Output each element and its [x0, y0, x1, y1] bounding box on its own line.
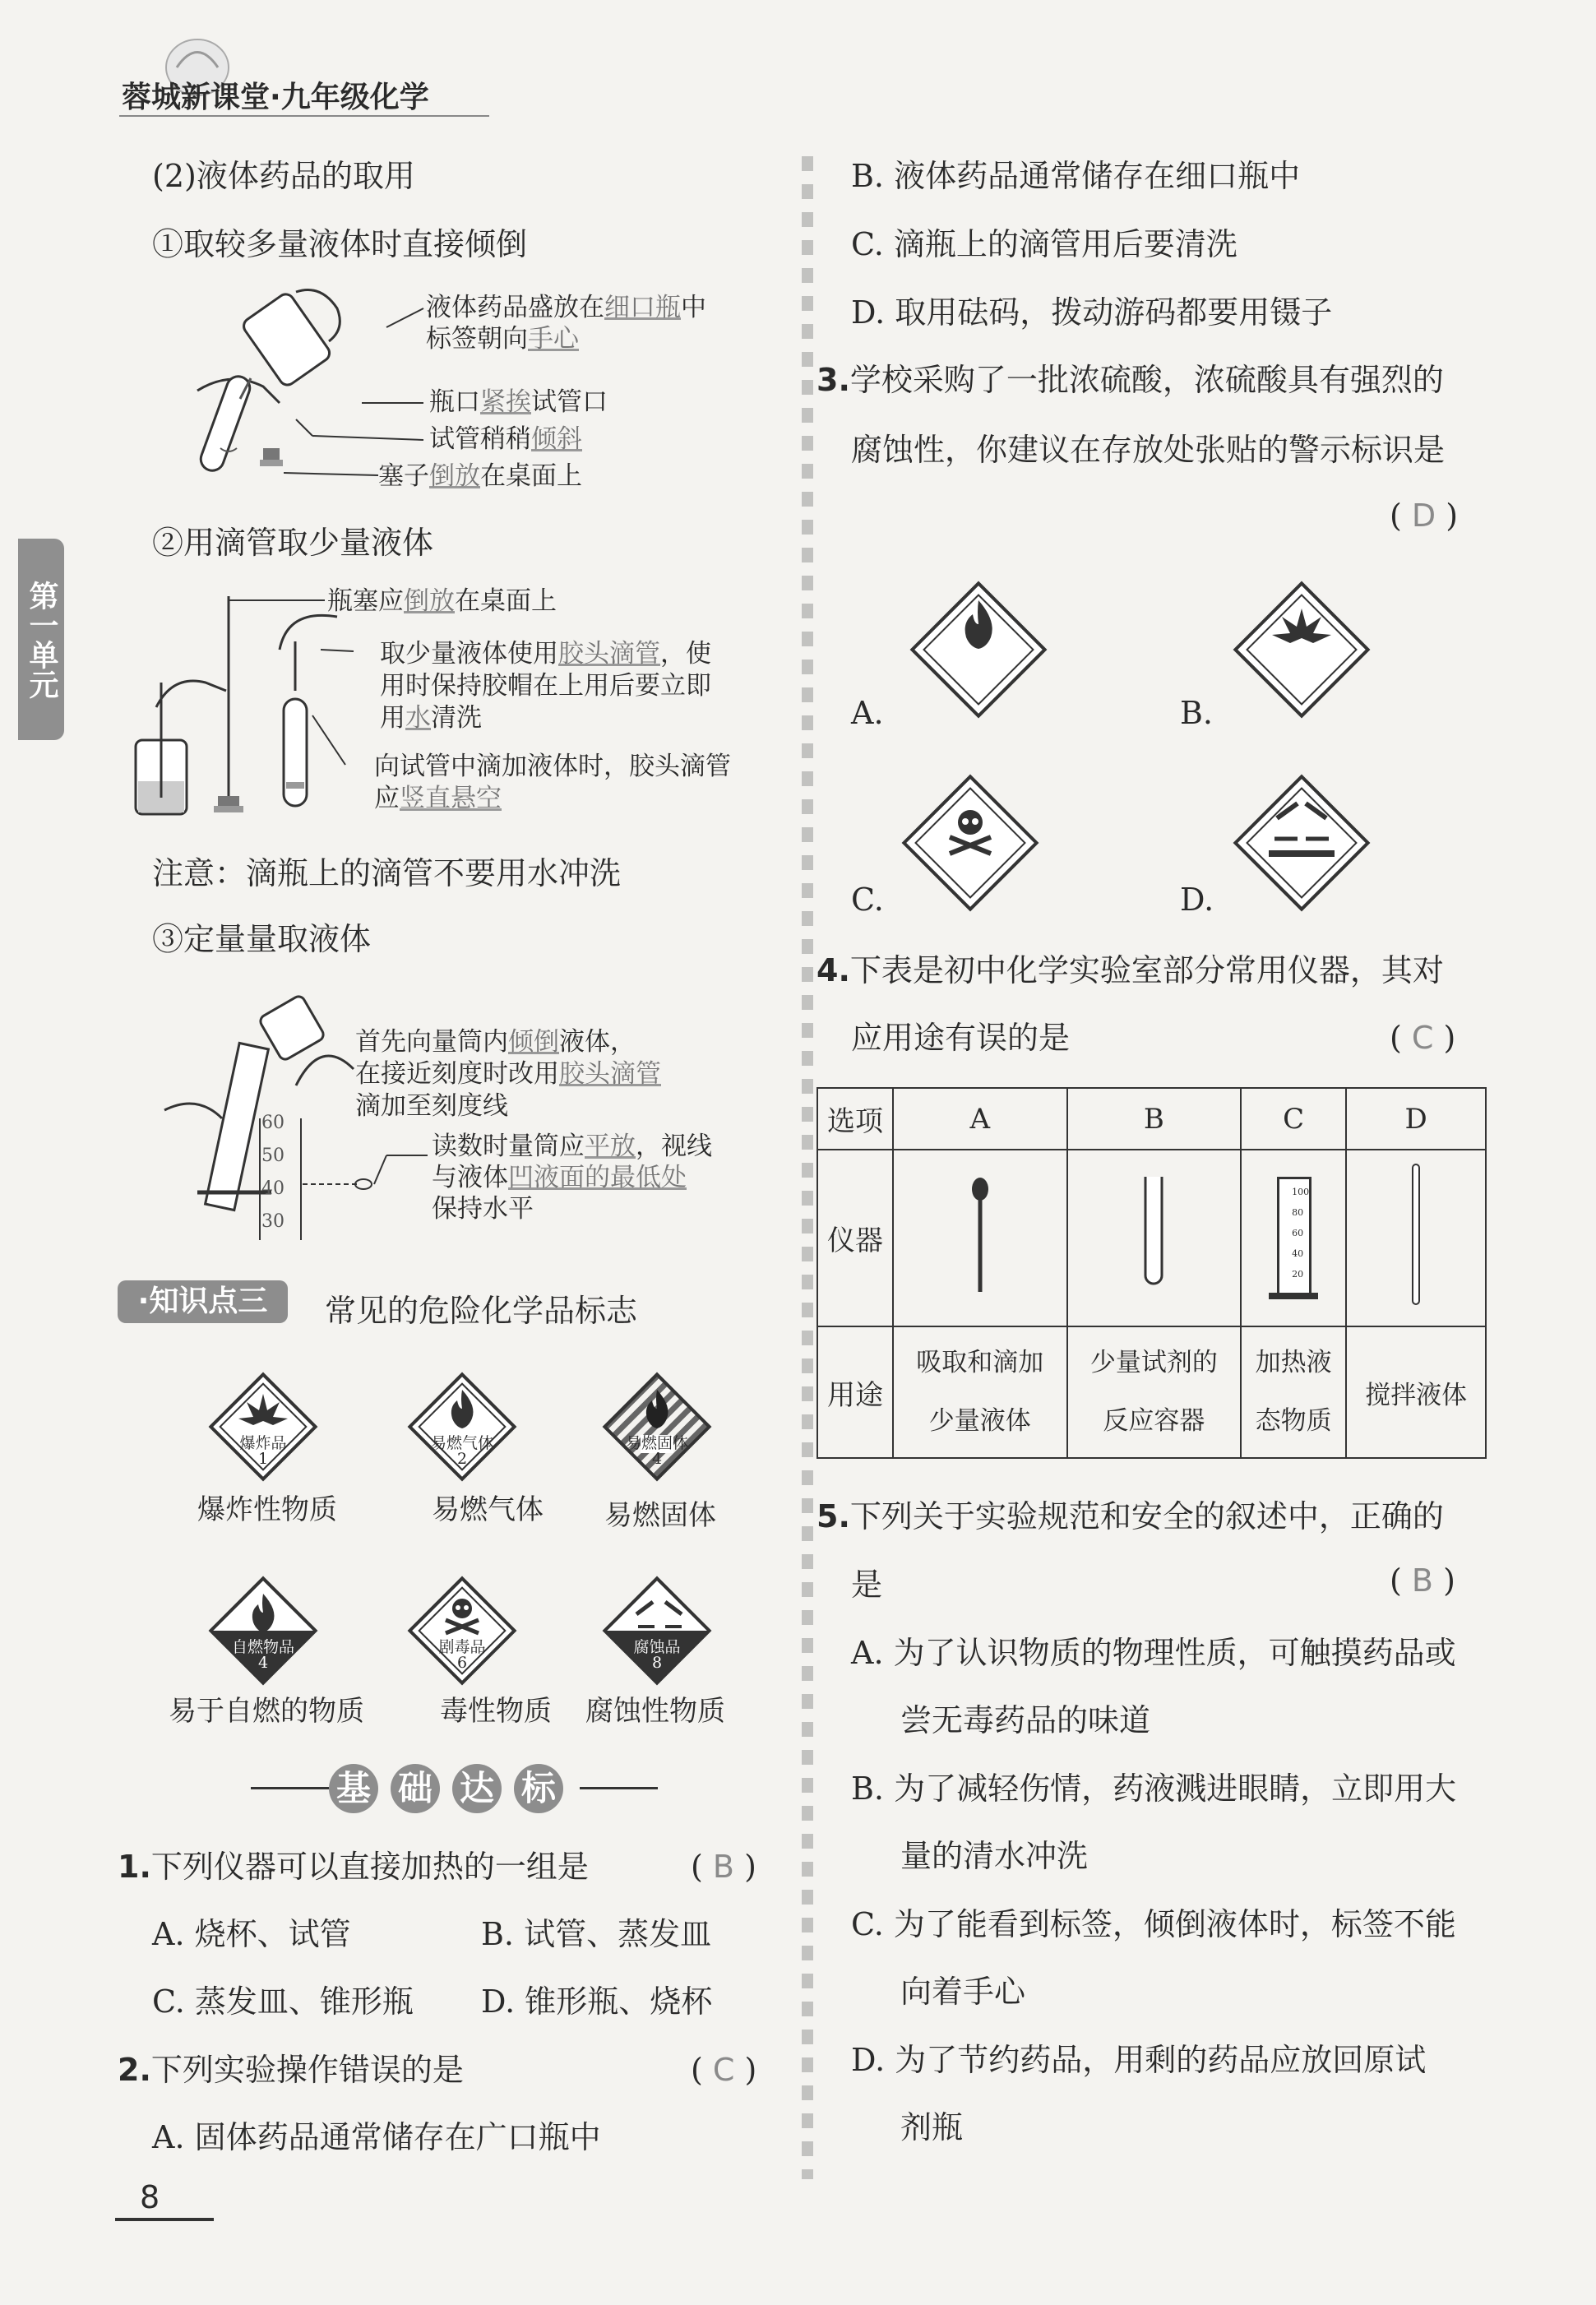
pour-note-4: 试管稍稍倾斜	[429, 424, 582, 454]
hazard-label-flammable-solid: 易燃固体	[604, 1499, 716, 1532]
dropper-note-1: 瓶塞应倒放在桌面上	[327, 586, 557, 616]
question-5-option-b-line2: 量的清水冲洗	[900, 1838, 1089, 1874]
question-5-option-d-line2: 剂瓶	[900, 2109, 964, 2145]
dropper-note-2: 取少量液体使用胶头滴管，使	[380, 639, 711, 669]
graduated-cylinder-icon: 100 80 60 40 20	[1269, 1173, 1318, 1304]
table-header-cell: A	[893, 1088, 1067, 1150]
table-row-instruments	[817, 1150, 1486, 1326]
page-number: 8	[140, 2179, 160, 2215]
table-header-cell: B	[1067, 1088, 1242, 1150]
measure-note-2: 在接近刻度时改用胶头滴管	[355, 1059, 661, 1089]
table-cell-graduated-cylinder	[1241, 1150, 1346, 1326]
table-row-uses	[817, 1326, 1486, 1458]
question-1-option-d: D. 锥形瓶、烧杯	[481, 1983, 713, 2020]
table-cell-test-tube	[1067, 1150, 1242, 1326]
pour-note-1: 液体药品盛放在细口瓶中	[426, 293, 706, 322]
section-title-liquid: (2)液体药品的取用	[152, 158, 415, 194]
table-header-row	[817, 1088, 1486, 1150]
question-2-option-a: A. 固体药品通常储存在广口瓶中	[152, 2119, 601, 2155]
header-rule	[119, 115, 489, 117]
table-cell-use-a: 吸取和滴加 少量液体	[893, 1326, 1067, 1458]
question-3-option-c-skull-icon	[892, 765, 1048, 921]
table-cell-use-d: 搅拌液体	[1346, 1326, 1486, 1458]
measure-note-4: 读数时量筒应平放，视线	[432, 1132, 712, 1161]
subsection-title-measure: ③定量量取液体	[152, 921, 372, 957]
question-1-stem: 1.下列仪器可以直接加热的一组是	[118, 1849, 589, 1885]
knowledge-point-title: 常见的危险化学品标志	[325, 1293, 638, 1329]
glass-rod-icon	[1408, 1160, 1424, 1308]
question-3-option-a-flame-icon	[900, 572, 1057, 728]
question-2-answer: ( C )	[691, 2052, 757, 2088]
explosive-icon	[201, 1365, 325, 1488]
hazard-label-spontaneous: 易于自燃的物质	[169, 1695, 364, 1728]
question-2-option-c: C. 滴瓶上的滴管用后要清洗	[851, 226, 1237, 262]
pour-note-5: 塞子倒放在桌面上	[378, 461, 582, 491]
flame-stripes-icon	[595, 1365, 719, 1488]
eye-sightline	[0, 0, 1, 1]
pour-note-3: 瓶口紧挨试管口	[429, 387, 608, 417]
question-4-stem-line2: 应用途有误的是	[851, 1020, 1071, 1056]
skull-icon	[400, 1569, 524, 1692]
dropper-note-6: 应竖直悬空	[374, 784, 502, 813]
measure-note-1: 首先向量筒内倾倒液体，	[355, 1027, 636, 1057]
table-cell-use-b: 少量试剂的 反应容器	[1067, 1326, 1242, 1458]
question-3-option-b-explosive-icon	[1224, 572, 1380, 728]
dropper-note-3: 用时保持胶帽在上用后要立即	[380, 671, 711, 701]
question-2-stem: 2.下列实验操作错误的是	[118, 2052, 464, 2088]
pouring-illustration	[181, 284, 428, 489]
hazard-label-corrosive: 腐蚀性物质	[585, 1695, 725, 1728]
question-1-answer: ( B )	[691, 1849, 756, 1885]
question-1-option-c: C. 蒸发皿、锥形瓶	[152, 1983, 414, 2020]
side-tab: 第一单元	[18, 539, 64, 740]
question-5-option-a-line2: 尝无毒药品的味道	[900, 1702, 1151, 1738]
instrument-table	[817, 1087, 1487, 1459]
question-1-option-a: A. 烧杯、试管	[152, 1916, 351, 1952]
question-3-option-c-label: C.	[851, 882, 884, 918]
table-row-label: 用途	[817, 1326, 893, 1458]
corrosive-icon	[595, 1569, 719, 1692]
question-4-stem-line1: 4.下表是初中化学实验室部分常用仪器，其对	[817, 952, 1444, 988]
dropper-illustration	[132, 592, 370, 831]
hazard-label-explosive: 爆炸性物质	[197, 1493, 337, 1526]
measure-note-5: 与液体凹液面的最低处	[432, 1163, 687, 1192]
measure-note-3: 滴加至刻度线	[355, 1091, 508, 1121]
hazard-label-flammable-gas: 易燃气体	[432, 1493, 544, 1526]
table-header-cell: D	[1346, 1088, 1486, 1150]
pour-note-2: 标签朝向手心	[426, 324, 579, 354]
question-2-option-b: B. 液体药品通常储存在细口瓶中	[851, 158, 1301, 194]
dropper-note-5: 向试管中滴加液体时，胶头滴管	[374, 752, 731, 781]
dropper-note-4: 用水清洗	[380, 703, 482, 733]
hazard-label-toxic: 毒性物质	[440, 1695, 552, 1728]
question-3-stem-line1: 3.学校采购了一批浓硫酸，浓硫酸具有强烈的	[817, 362, 1444, 398]
spontaneous-flame-icon	[201, 1569, 325, 1692]
subsection-title-pour: ①取较多量液体时直接倾倒	[152, 226, 528, 262]
table-row-label: 仪器	[817, 1150, 893, 1326]
question-2-option-d: D. 取用砝码，拨动游码都要用镊子	[851, 294, 1333, 331]
header-brand: 蓉城新课堂·九年级化学	[122, 81, 429, 114]
question-5-stem-line2: 是	[851, 1567, 883, 1603]
question-5-answer: ( B )	[1390, 1562, 1455, 1599]
table-cell-dropper	[893, 1150, 1067, 1326]
question-5-option-c-line1: C. 为了能看到标签，倾倒液体时，标签不能	[851, 1906, 1456, 1942]
dropper-icon	[964, 1173, 997, 1296]
question-4-answer: ( C )	[1390, 1020, 1456, 1056]
table-header-cell: 选项	[817, 1088, 893, 1150]
question-5-stem-line1: 5.下列关于实验规范和安全的叙述中，正确的	[817, 1498, 1444, 1534]
question-5-option-b-line1: B. 为了减轻伤情，药液溅进眼睛，立即用大	[851, 1770, 1457, 1807]
table-header-cell: C	[1241, 1088, 1346, 1150]
question-3-option-b-label: B.	[1180, 695, 1214, 731]
knowledge-point-badge: ·知识点三	[118, 1280, 288, 1323]
table-cell-use-c: 加热液 态物质	[1241, 1326, 1346, 1458]
column-separator	[802, 156, 813, 2179]
question-5-option-a-line1: A. 为了认识物质的物理性质，可触摸药品或	[851, 1635, 1456, 1671]
question-3-stem-line2: 腐蚀性，你建议在存放处张贴的警示标识是	[851, 432, 1446, 468]
page-number-rule	[115, 2218, 214, 2221]
table-cell-glass-rod	[1346, 1150, 1486, 1326]
question-1-option-b: B. 试管、蒸发皿	[481, 1916, 712, 1952]
dropper-warning-note: 注意：滴瓶上的滴管不要用水冲洗	[152, 855, 622, 891]
question-5-option-d-line1: D. 为了节约药品，用剩的药品应放回原试	[851, 2042, 1427, 2078]
question-3-option-a-label: A.	[851, 695, 884, 731]
question-3-option-d-corrosive-icon	[1224, 765, 1380, 921]
test-tube-icon	[1137, 1173, 1170, 1296]
subsection-title-dropper: ②用滴管取少量液体	[152, 525, 434, 561]
question-3-answer: ( D )	[1390, 498, 1459, 534]
question-3-option-d-label: D.	[1180, 882, 1214, 918]
question-5-option-c-line2: 向着手心	[900, 1974, 1026, 2010]
flame-icon	[400, 1365, 524, 1488]
measure-note-6: 保持水平	[432, 1194, 534, 1224]
